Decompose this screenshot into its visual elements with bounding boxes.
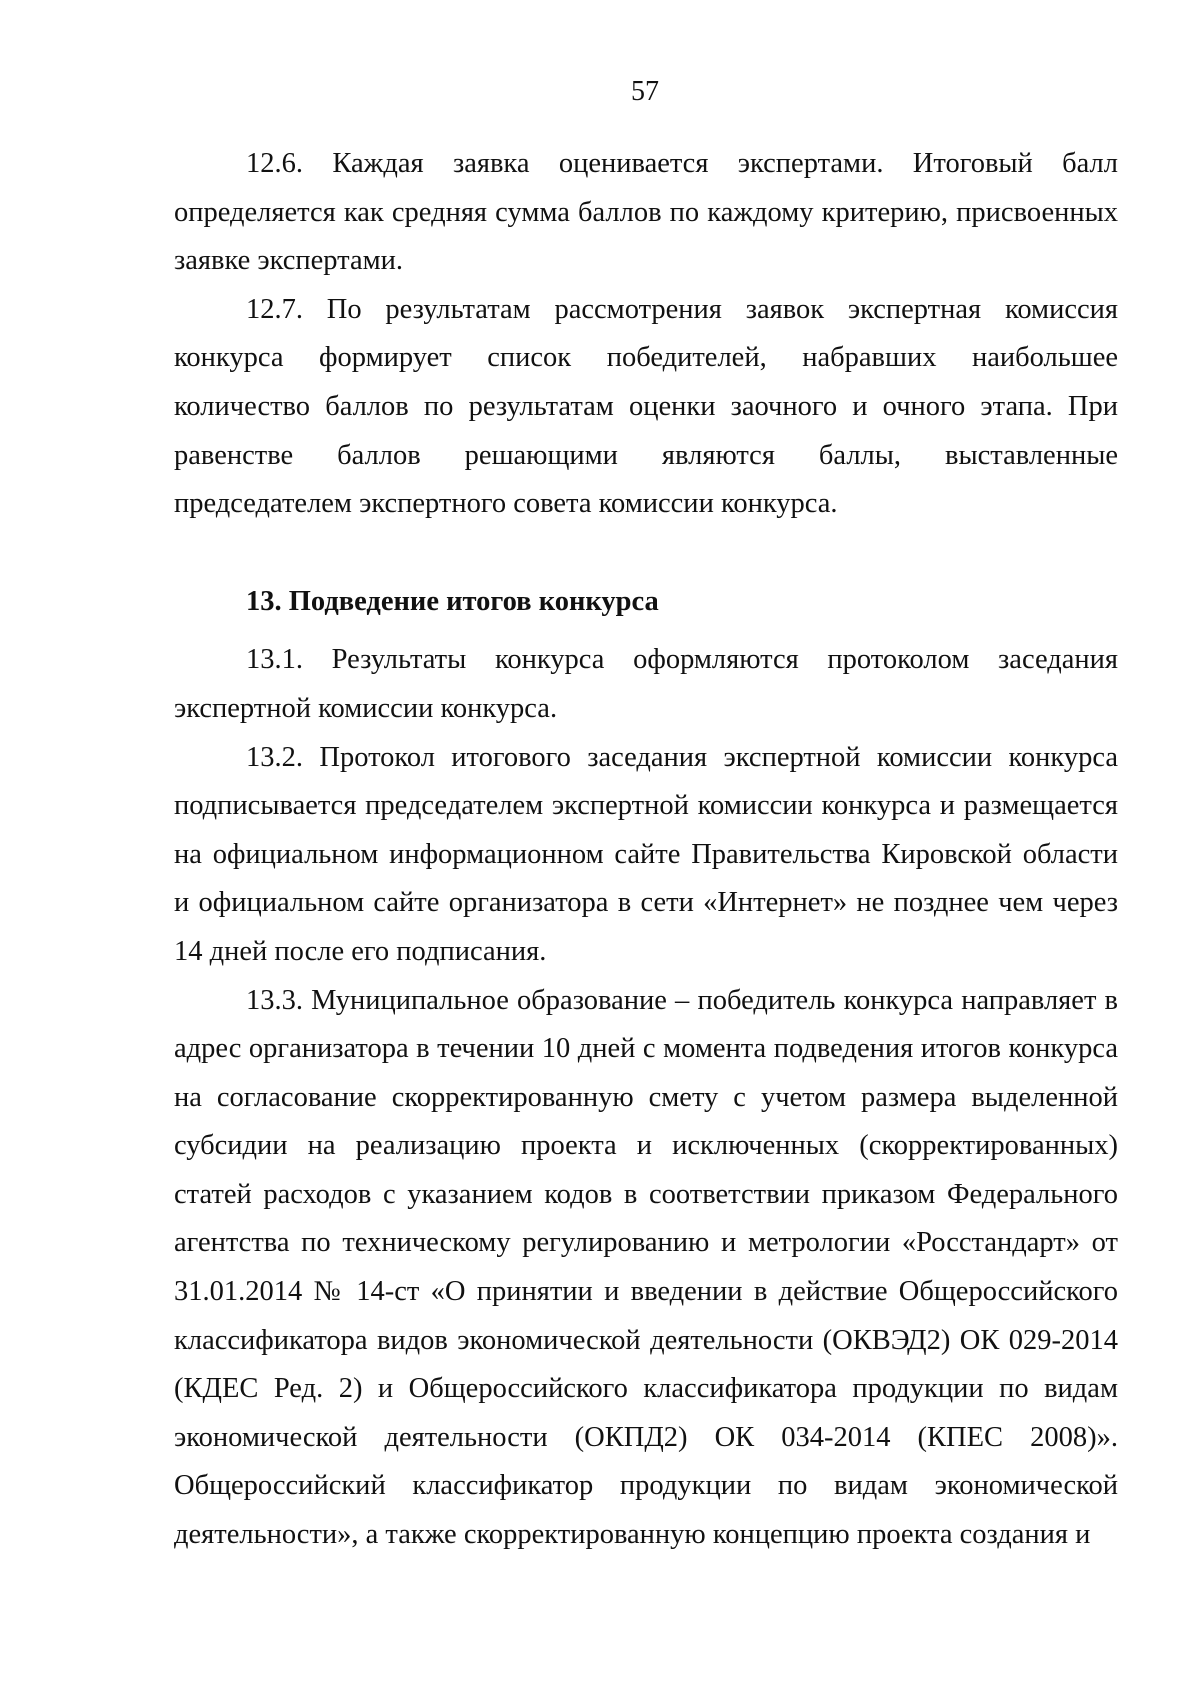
paragraph-13-1: 13.1. Результаты конкурса оформляются протоколом заседания экспертной комиссии конкурса. — [174, 644, 1118, 724]
paragraph-13-3: 13.3. Муниципальное образование – победитель конкурса направляет в адрес организатора в течении 10 дней с момента подведения итогов конкурса на согласование скорректированную смету с учетом размера выделенной субсидии на реализацию проекта и исключенных (скорректированных) статей расходов с указанием кодов в соответствии приказом Федерального агентства по техническому регулированию и метрологии «Росстандарт» от 31.01.2014 № 14-ст «О принятии и введении в действие Общероссийского классификатора видов экономической деятельности (ОКВЭД2) ОК 029-2014 (КДЕС Ред. 2) и Общероссийского классификатора продукции по видам экономической деятельности (ОКПД2) ОК 034-2014 (КПЕС 2008)». Общероссийский классификатор продукции по видам экономической деятельности», а также скорректированную концепцию проекта создания и — [174, 984, 1118, 1551]
paragraph-12-7: 12.7. По результатам рассмотрения заявок экспертная комиссия конкурса формирует список победителей, набравших наибольшее количество баллов по результатам оценки заочного и очного этапа. При равенстве баллов решающими являются баллы, выставленные председателем экспертного совета комиссии конкурса. — [174, 293, 1118, 520]
paragraph-13-2: 13.2. Протокол итогового заседания экспертной комиссии конкурса подписывается председателем экспертной комиссии конкурса и размещается на официальном информационном сайте Правительства Кировской области и официальном сайте организатора в сети «Интернет» не позднее чем через 14 дней после его подписания. — [174, 741, 1118, 967]
section-heading: 13. Подведение итогов конкурса — [246, 585, 659, 617]
page-number: 57 — [631, 76, 659, 107]
document-body — [174, 140, 1118, 1560]
paragraph-12-6: 12.6. Каждая заявка оценивается экспертами. Итоговый балл определяется как средняя сумма баллов по каждому критерию, присвоенных заявке экспертами. — [174, 148, 1118, 277]
